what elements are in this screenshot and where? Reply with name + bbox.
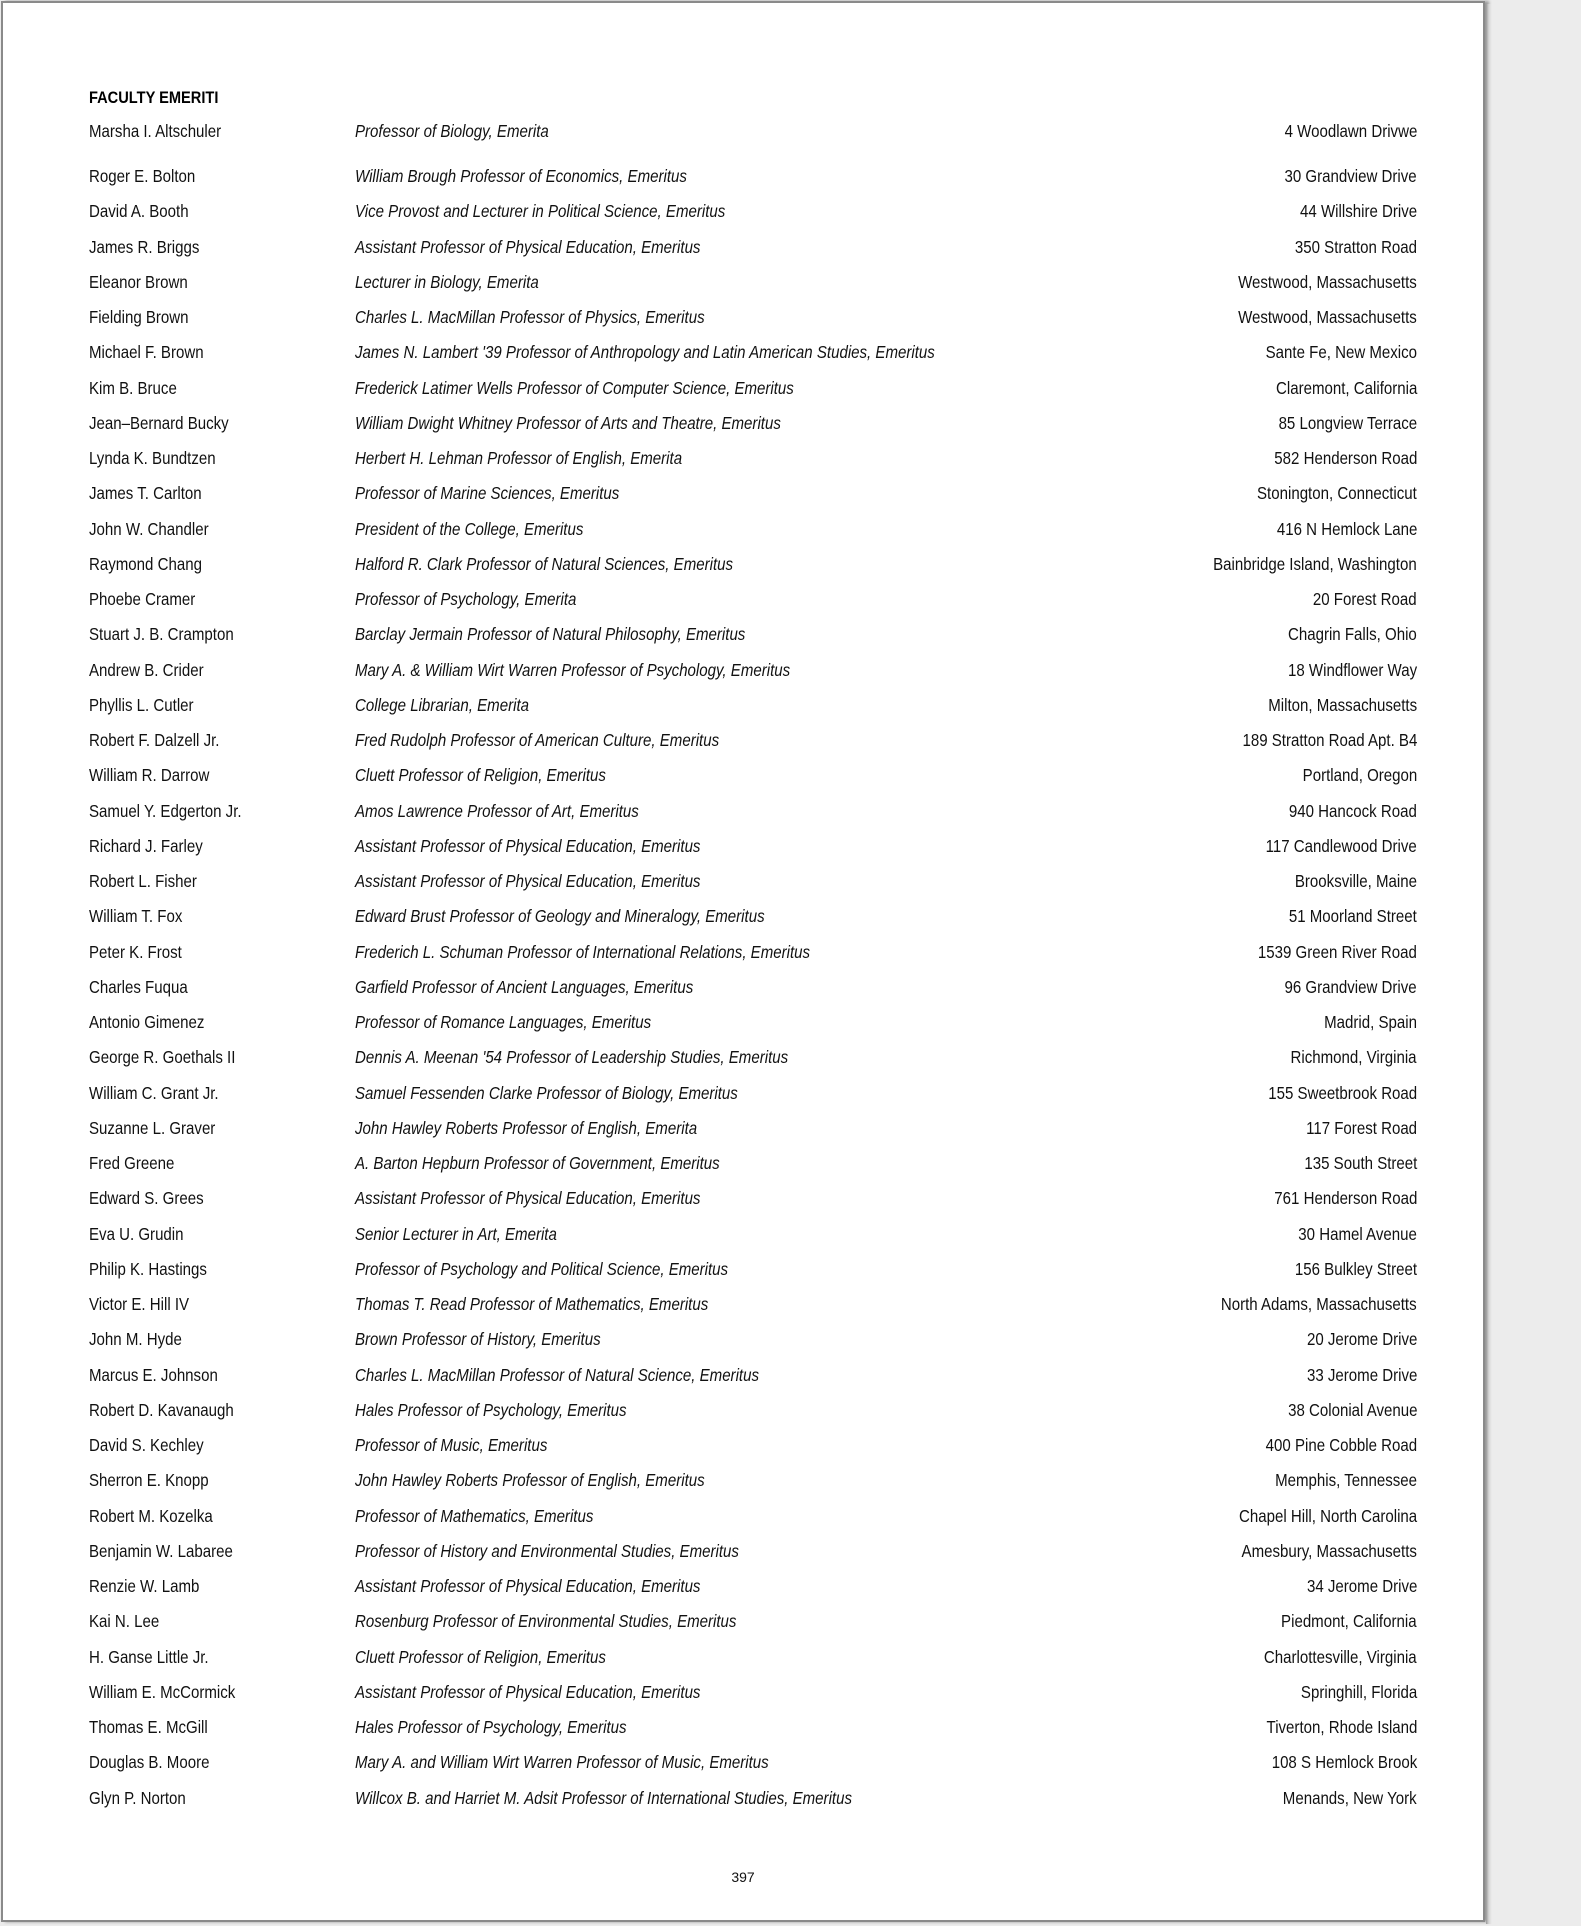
faculty-row [3, 622, 1483, 646]
faculty-row [3, 1645, 1483, 1669]
faculty-title: Assistant Professor of Physical Education, Emeritus [355, 871, 701, 891]
faculty-location: 18 Windflower Way [1287, 659, 1417, 680]
faculty-name: William T. Fox [89, 906, 183, 927]
faculty-row [3, 1151, 1483, 1175]
faculty-row [3, 834, 1483, 858]
faculty-location: Madrid, Spain [1324, 1012, 1417, 1032]
faculty-row [3, 411, 1483, 435]
faculty-name: Robert M. Kozelka [89, 1505, 213, 1526]
faculty-location: Chapel Hill, North Carolina [1238, 1505, 1417, 1526]
faculty-row [3, 1786, 1483, 1810]
faculty-location: Sante Fe, New Mexico [1265, 342, 1417, 363]
faculty-title: Assistant Professor of Physical Education, Emeritus [355, 835, 701, 856]
faculty-location: 416 N Hemlock Lane [1276, 518, 1417, 539]
faculty-row [3, 763, 1483, 787]
faculty-title: Professor of History and Environmental Studies, Emeritus [355, 1540, 739, 1561]
faculty-name: H. Ganse Little Jr. [89, 1646, 209, 1667]
faculty-name: Fielding Brown [89, 307, 189, 327]
faculty-row [3, 1609, 1483, 1633]
faculty-row [3, 1468, 1483, 1492]
faculty-location: 33 Jerome Drive [1306, 1364, 1417, 1385]
faculty-location: 38 Colonial Avenue [1287, 1399, 1417, 1420]
faculty-title: Garfield Professor of Ancient Languages, Emeritus [355, 976, 694, 997]
faculty-row [3, 940, 1483, 964]
faculty-location: 4 Woodlawn Drivwe [1284, 121, 1417, 141]
faculty-location: 44 Willshire Drive [1299, 201, 1417, 222]
faculty-row [3, 1292, 1483, 1316]
faculty-location: 350 Stratton Road [1294, 236, 1417, 257]
faculty-name: William C. Grant Jr. [89, 1082, 219, 1103]
faculty-name: Lynda K. Bundtzen [89, 448, 216, 468]
faculty-title: James N. Lambert '39 Professor of Anthropology and Latin American Studies, Emeritus [355, 342, 935, 363]
faculty-name: John M. Hyde [89, 1329, 182, 1350]
faculty-row [3, 552, 1483, 576]
faculty-title: Senior Lecturer in Art, Emerita [355, 1223, 557, 1244]
faculty-location: 51 Moorland Street [1288, 906, 1417, 927]
faculty-name: George R. Goethals II [89, 1047, 236, 1068]
faculty-title: Mary A. and William Wirt Warren Professor of Music, Emeritus [355, 1752, 769, 1773]
faculty-location: 117 Forest Road [1306, 1117, 1417, 1138]
faculty-location: Memphis, Tennessee [1275, 1470, 1417, 1491]
faculty-name: Andrew B. Crider [89, 659, 204, 680]
faculty-location: Brooksville, Maine [1294, 871, 1417, 891]
faculty-location: Springhill, Florida [1300, 1681, 1417, 1702]
faculty-row [3, 340, 1483, 364]
faculty-location: Amesbury, Massachusetts [1241, 1540, 1417, 1561]
faculty-title: Hales Professor of Psychology, Emeritus [355, 1399, 627, 1420]
faculty-name: Antonio Gimenez [89, 1012, 205, 1032]
faculty-title: Samuel Fessenden Clarke Professor of Biology, Emeritus [355, 1082, 738, 1103]
faculty-title: Fred Rudolph Professor of American Culture, Emeritus [355, 730, 720, 750]
faculty-location: 156 Bulkley Street [1294, 1258, 1417, 1279]
faculty-title: William Dwight Whitney Professor of Arts and Theatre, Emeritus [355, 412, 781, 433]
faculty-title: Rosenburg Professor of Environmental Studies, Emeritus [355, 1611, 737, 1632]
faculty-name: Robert L. Fisher [89, 871, 197, 891]
faculty-title: Frederick Latimer Wells Professor of Computer Science, Emeritus [355, 377, 794, 398]
faculty-row [3, 869, 1483, 893]
faculty-row [3, 1257, 1483, 1281]
faculty-title: Professor of Romance Languages, Emeritus [355, 1012, 652, 1032]
faculty-name: Eleanor Brown [89, 271, 188, 292]
faculty-name: David A. Booth [89, 201, 189, 222]
faculty-title: Assistant Professor of Physical Education, Emeritus [355, 1188, 701, 1209]
faculty-title: Cluett Professor of Religion, Emeritus [355, 765, 606, 786]
faculty-title: Professor of Psychology, Emerita [355, 589, 577, 609]
faculty-title: Halford R. Clark Professor of Natural Sciences, Emeritus [355, 553, 734, 574]
faculty-name: Phyllis L. Cutler [89, 694, 194, 715]
faculty-name: John W. Chandler [89, 518, 209, 539]
faculty-name: Marsha I. Altschuler [89, 121, 222, 141]
faculty-location: 189 Stratton Road Apt. B4 [1242, 730, 1417, 750]
faculty-location: Westwood, Massachusetts [1238, 307, 1417, 327]
faculty-title: Lecturer in Biology, Emerita [355, 271, 539, 292]
faculty-name: Charles Fuqua [89, 976, 188, 997]
faculty-location: Tiverton, Rhode Island [1266, 1717, 1417, 1737]
faculty-location: 20 Forest Road [1313, 589, 1417, 609]
faculty-name: Roger E. Bolton [89, 166, 196, 186]
faculty-row [3, 1363, 1483, 1387]
faculty-title: Professor of Mathematics, Emeritus [355, 1505, 594, 1526]
faculty-location: 117 Candlewood Drive [1265, 835, 1417, 856]
faculty-title: Hales Professor of Psychology, Emeritus [355, 1717, 627, 1737]
faculty-title: Assistant Professor of Physical Education, Emeritus [355, 236, 701, 257]
faculty-row [3, 975, 1483, 999]
faculty-title: Barclay Jermain Professor of Natural Philosophy, Emeritus [355, 624, 746, 645]
faculty-location: Chagrin Falls, Ohio [1288, 624, 1417, 645]
faculty-row [3, 305, 1483, 329]
faculty-location: 940 Hancock Road [1288, 800, 1417, 821]
faculty-row [3, 1116, 1483, 1140]
faculty-name: Victor E. Hill IV [89, 1294, 190, 1314]
faculty-title: William Brough Professor of Economics, Emeritus [355, 166, 687, 186]
faculty-name: Michael F. Brown [89, 342, 204, 363]
faculty-location: Portland, Oregon [1302, 765, 1417, 786]
page-edge-shadow [1486, 4, 1492, 1924]
faculty-title: Amos Lawrence Professor of Art, Emeritus [355, 800, 639, 821]
faculty-row [3, 119, 1483, 143]
faculty-location: 30 Grandview Drive [1284, 166, 1417, 186]
faculty-title: Edward Brust Professor of Geology and Mineralogy, Emeritus [355, 906, 765, 927]
faculty-row [3, 728, 1483, 752]
faculty-location: Richmond, Virginia [1290, 1047, 1417, 1068]
faculty-row [3, 1186, 1483, 1210]
faculty-title: A. Barton Hepburn Professor of Government, Emeritus [355, 1153, 720, 1173]
faculty-name: Renzie W. Lamb [89, 1576, 200, 1596]
faculty-row [3, 1715, 1483, 1739]
faculty-name: Peter K. Frost [89, 941, 182, 962]
faculty-row [3, 1504, 1483, 1528]
faculty-location: Piedmont, California [1281, 1611, 1417, 1632]
faculty-name: William R. Darrow [89, 765, 210, 786]
faculty-row [3, 1574, 1483, 1598]
faculty-name: Thomas E. McGill [89, 1717, 208, 1737]
faculty-title: College Librarian, Emerita [355, 694, 530, 715]
faculty-location: Claremont, California [1275, 377, 1417, 398]
faculty-title: Assistant Professor of Physical Education, Emeritus [355, 1576, 701, 1596]
faculty-name: Philip K. Hastings [89, 1258, 207, 1279]
faculty-row [3, 1398, 1483, 1422]
faculty-title: Thomas T. Read Professor of Mathematics, Emeritus [355, 1294, 709, 1314]
faculty-location: 135 South Street [1304, 1153, 1417, 1173]
faculty-title: Professor of Biology, Emerita [355, 121, 549, 141]
faculty-row [3, 164, 1483, 188]
faculty-location: 761 Henderson Road [1273, 1188, 1417, 1209]
faculty-title: Professor of Music, Emeritus [355, 1435, 548, 1455]
faculty-row [3, 1222, 1483, 1246]
faculty-name: Suzanne L. Graver [89, 1117, 216, 1138]
faculty-location: 20 Jerome Drive [1306, 1329, 1417, 1350]
faculty-name: Sherron E. Knopp [89, 1470, 209, 1491]
faculty-name: Kai N. Lee [89, 1611, 160, 1632]
faculty-row [3, 199, 1483, 223]
faculty-location: 1539 Green River Road [1258, 941, 1417, 962]
faculty-title: Frederich L. Schuman Professor of International Relations, Emeritus [355, 941, 811, 962]
faculty-row [3, 1680, 1483, 1704]
faculty-location: Charlottesville, Virginia [1264, 1646, 1417, 1667]
faculty-row [3, 1010, 1483, 1034]
faculty-name: Edward S. Grees [89, 1188, 204, 1209]
faculty-row [3, 658, 1483, 682]
faculty-title: Dennis A. Meenan '54 Professor of Leadership Studies, Emeritus [355, 1047, 789, 1068]
faculty-row [3, 517, 1483, 541]
faculty-location: 582 Henderson Road [1273, 448, 1417, 468]
faculty-row [3, 799, 1483, 823]
faculty-row [3, 270, 1483, 294]
faculty-location: 96 Grandview Drive [1284, 976, 1417, 997]
faculty-name: Phoebe Cramer [89, 589, 196, 609]
faculty-row [3, 376, 1483, 400]
faculty-title: Vice Provost and Lecturer in Political Science, Emeritus [355, 201, 726, 222]
faculty-title: John Hawley Roberts Professor of English, Emeritus [355, 1470, 705, 1491]
faculty-row [3, 587, 1483, 611]
faculty-name: Richard J. Farley [89, 835, 203, 856]
faculty-row [3, 904, 1483, 928]
faculty-name: Raymond Chang [89, 553, 202, 574]
faculty-row [3, 1750, 1483, 1774]
faculty-location: Menands, New York [1283, 1787, 1417, 1808]
faculty-location: 85 Longview Terrace [1278, 412, 1417, 433]
faculty-name: James R. Briggs [89, 236, 200, 257]
faculty-name: Douglas B. Moore [89, 1752, 210, 1773]
faculty-name: Samuel Y. Edgerton Jr. [89, 800, 242, 821]
faculty-row [3, 693, 1483, 717]
faculty-name: Glyn P. Norton [89, 1787, 186, 1808]
faculty-name: David S. Kechley [89, 1435, 204, 1455]
faculty-location: Stonington, Connecticut [1257, 483, 1417, 504]
faculty-title: President of the College, Emeritus [355, 518, 584, 539]
faculty-name: William E. McCormick [89, 1681, 236, 1702]
faculty-name: Robert F. Dalzell Jr. [89, 730, 220, 750]
faculty-row [3, 235, 1483, 259]
faculty-title: Assistant Professor of Physical Education, Emeritus [355, 1681, 701, 1702]
faculty-title: Willcox B. and Harriet M. Adsit Professor of International Studies, Emeritus [355, 1787, 852, 1808]
document-page [1, 1, 1485, 1922]
faculty-location: 108 S Hemlock Brook [1271, 1752, 1417, 1773]
faculty-name: Stuart J. B. Crampton [89, 624, 234, 645]
faculty-location: 155 Sweetbrook Road [1268, 1082, 1417, 1103]
faculty-location: Milton, Massachusetts [1268, 694, 1417, 715]
faculty-name: Marcus E. Johnson [89, 1364, 218, 1385]
faculty-location: 400 Pine Cobble Road [1265, 1435, 1417, 1455]
faculty-row [3, 1539, 1483, 1563]
faculty-title: Mary A. & William Wirt Warren Professor of Psychology, Emeritus [355, 659, 791, 680]
faculty-name: Fred Greene [89, 1153, 175, 1173]
faculty-title: Cluett Professor of Religion, Emeritus [355, 1646, 606, 1667]
faculty-title: Professor of Marine Sciences, Emeritus [355, 483, 620, 504]
faculty-title: John Hawley Roberts Professor of English, Emerita [355, 1117, 698, 1138]
faculty-row [3, 1081, 1483, 1105]
faculty-row [3, 481, 1483, 505]
faculty-name: Robert D. Kavanaugh [89, 1399, 234, 1420]
faculty-title: Charles L. MacMillan Professor of Physics, Emeritus [355, 307, 705, 327]
faculty-location: Westwood, Massachusetts [1238, 271, 1417, 292]
faculty-name: James T. Carlton [89, 483, 202, 504]
faculty-row [3, 446, 1483, 470]
faculty-title: Herbert H. Lehman Professor of English, Emerita [355, 448, 683, 468]
faculty-location: 34 Jerome Drive [1306, 1576, 1417, 1596]
faculty-name: Kim B. Bruce [89, 377, 177, 398]
page-number: 397 [731, 1869, 755, 1885]
faculty-title: Professor of Psychology and Political Science, Emeritus [355, 1258, 729, 1279]
faculty-name: Benjamin W. Labaree [89, 1540, 233, 1561]
faculty-name: Eva U. Grudin [89, 1223, 184, 1244]
faculty-location: Bainbridge Island, Washington [1213, 553, 1417, 574]
faculty-row [3, 1045, 1483, 1069]
faculty-title: Charles L. MacMillan Professor of Natural Science, Emeritus [355, 1364, 759, 1385]
section-title: FACULTY EMERITI [89, 88, 219, 107]
faculty-title: Brown Professor of History, Emeritus [355, 1329, 601, 1350]
faculty-row [3, 1327, 1483, 1351]
faculty-name: Jean–Bernard Bucky [89, 412, 229, 433]
faculty-row [3, 1433, 1483, 1457]
faculty-location: North Adams, Massachusetts [1221, 1294, 1417, 1314]
faculty-location: 30 Hamel Avenue [1298, 1223, 1417, 1244]
